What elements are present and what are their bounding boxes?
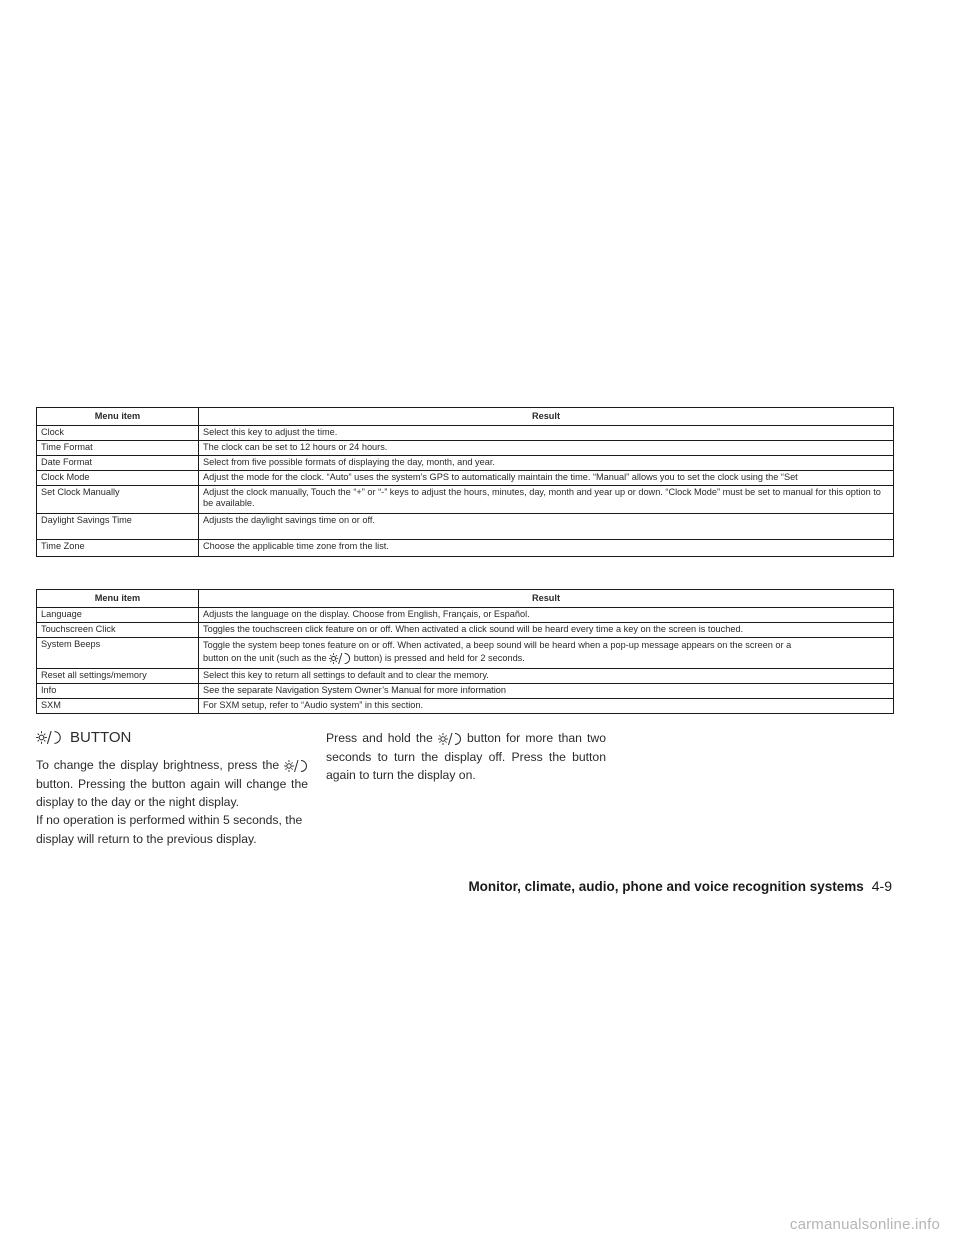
table-row (37, 540, 894, 557)
menu-item-cell: Set Clock Manually (37, 486, 199, 514)
menu-item-cell: Reset all settings/memory (37, 669, 199, 684)
table2-header-menu-item: Menu item (37, 590, 199, 608)
watermark: carmanualsonline.info (789, 1216, 940, 1233)
result-cell: Adjust the mode for the clock. “Auto” uses the system’s GPS to automatically maintain the time. “Manual” allows you to set the clock using the “Set (199, 471, 894, 486)
menu-item-cell: Time Format (37, 441, 199, 456)
menu-item-cell: Time Zone (37, 540, 199, 557)
brightness-day-night-icon (329, 652, 351, 665)
table1-header-result: Result (199, 408, 894, 426)
menu-item-cell: SXM (37, 699, 199, 714)
result-cell: Select from five possible formats of displaying the day, month, and year. (199, 456, 894, 471)
menu-item-cell: Language (37, 608, 199, 623)
result-cell: Adjusts the language on the display. Choose from English, Français, or Español. (199, 608, 894, 623)
general-settings-table (36, 589, 894, 714)
result-text-line1: Toggle the system beep tones feature on or off. When activated, a beep sound will be heard when a pop-up message appears on the screen or a (203, 640, 792, 650)
result-cell: Select this key to adjust the time. (199, 426, 894, 441)
result-text-pre: button on the unit (such as the (203, 653, 327, 663)
result-cell: See the separate Navigation System Owner’s Manual for more information (199, 684, 894, 699)
result-cell: For SXM setup, refer to “Audio system” in this section. (199, 699, 894, 714)
result-cell: Adjusts the daylight savings time on or off. (199, 514, 894, 540)
brightness-day-night-icon (36, 730, 62, 745)
table-row (37, 608, 894, 623)
brightness-day-night-icon (284, 759, 308, 773)
menu-item-cell: Daylight Savings Time (37, 514, 199, 540)
paragraph-display-off (326, 729, 606, 785)
result-cell: The clock can be set to 12 hours or 24 hours. (199, 441, 894, 456)
table-row (37, 699, 894, 714)
table-row (37, 471, 894, 486)
table-row (37, 514, 894, 540)
menu-item-cell: Date Format (37, 456, 199, 471)
result-cell: Toggles the touchscreen click feature on or off. When activated a click sound will be heard every time a key on the screen is touched. (199, 623, 894, 638)
paragraph-text-pre: Press and hold the (326, 731, 433, 745)
page-number: 4-9 (871, 878, 892, 894)
result-text: Adjust the clock manually, Touch the “+” or “-” keys to adjust the hours, minutes, day, month and year up or down. “Clock Mode” must be set to manual for this option to be available. (203, 487, 881, 508)
result-text-post: button) is pressed and held for 2 seconds. (353, 653, 525, 663)
table-row (37, 638, 894, 669)
brightness-day-night-icon (438, 732, 462, 746)
table-row (37, 456, 894, 471)
result-cell: Choose the applicable time zone from the list. (199, 540, 894, 557)
table2-header-result: Result (199, 590, 894, 608)
table-row (37, 684, 894, 699)
paragraph-text-pre: To change the display brightness, press the (36, 758, 280, 772)
table1-header-menu-item: Menu item (37, 408, 199, 426)
menu-item-cell: Info (37, 684, 199, 699)
menu-item-cell: Clock (37, 426, 199, 441)
menu-item-cell: Touchscreen Click (37, 623, 199, 638)
paragraph-text-post: button. Pressing the button again will change the display to the day or the night display. (36, 776, 308, 809)
result-cell (199, 486, 894, 514)
result-cell (199, 638, 894, 669)
menu-item-cell: Clock Mode (37, 471, 199, 486)
paragraph-text-post: button for more than two seconds to turn the display off. Press the button again to turn the display on. (326, 731, 606, 782)
section-heading (36, 729, 131, 746)
table-row (37, 486, 894, 514)
section-heading-text: BUTTON (70, 729, 132, 746)
paragraph-timeout: If no operation is performed within 5 seconds, the display will return to the previous display. (36, 813, 303, 846)
footer-title: Monitor, climate, audio, phone and voice recognition systems (468, 879, 864, 894)
paragraph-brightness (36, 756, 308, 812)
table-row (37, 426, 894, 441)
table-row (37, 441, 894, 456)
page-footer (468, 878, 892, 894)
clock-settings-table (36, 407, 894, 557)
table-row (37, 623, 894, 638)
table-row (37, 669, 894, 684)
result-cell: Select this key to return all settings to default and to clear the memory. (199, 669, 894, 684)
menu-item-cell: System Beeps (37, 638, 199, 669)
